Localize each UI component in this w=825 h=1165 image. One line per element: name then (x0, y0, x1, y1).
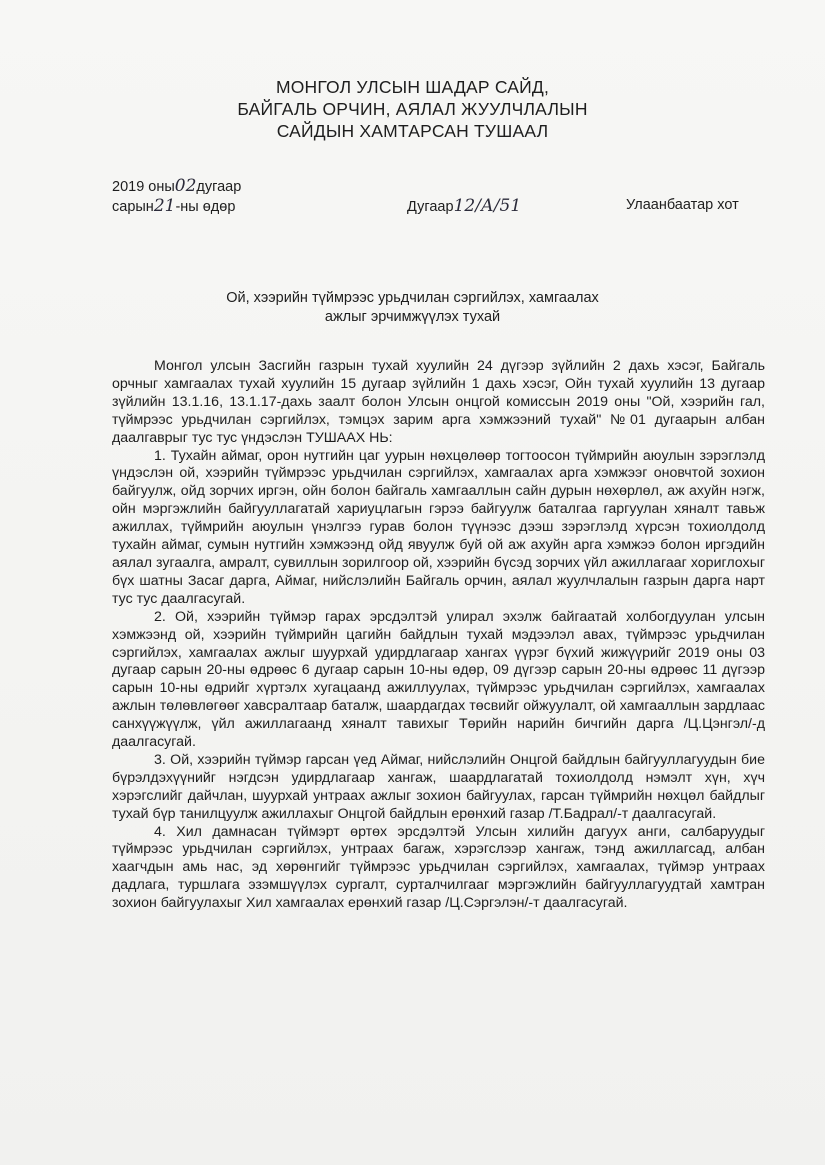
city: Улаанбаатар хот (626, 197, 739, 213)
number-label: Дугаар (407, 199, 454, 215)
date-line-1 (112, 176, 241, 196)
clause-1: 1. Тухайн аймаг, орон нутгийн цаг уурын нөхцөлөөр тогтоосон түймрийн аюулын зэрэглэлд үндэслэн ой, хээрийн түймрээс урьдчилан сэргийлэх, хамгаалах арга хэмжээг оновчтой зохион байгуулж, ойд зорчих иргэн, ойн болон байгаль хамгааллын сайн дурын нөхөрлөл, аж ахуйн нэгж, ойн мэргэжлийн байгууллагатай хариуцлагын гэрээ байгуулж баталгаа гаргуулан хяналт тавьж ажиллах, түймрийн аюулын үнэлгээ гурав болон түүнээс дээш зэрэглэлд хүрсэн тохиолдолд тухайн аймаг, сумын нутгийн хэмжээнд ойд явуулж буй ой аж ахуйн арга хэмжээ болон иргэдийн аялал зугаалга, амралт, сувиллын зорилгоор ой, хээрийн бүсэд зорчих үйл ажиллагааг хориглохыг бүх шатны Засаг дарга, Аймаг, нийслэлийн Байгаль орчин, аялал жуулчлалын газрын дарга нарт тус тус даалгасугай. (112, 447, 765, 607)
header-line-2: БАЙГАЛЬ ОРЧИН, АЯЛАЛ ЖУУЛЧЛАЛЫН (237, 99, 588, 119)
month-suffix: дугаар (196, 179, 242, 195)
day-prefix: сарын (112, 199, 154, 215)
date-line-2 (112, 196, 235, 216)
clause-4: 4. Хил дамнасан түймэрт өртөх эрсдэлтэй Улсын хилийн дагуух анги, салбаруудыг түймрээс урьдчилан сэргийлэх, унтраах багаж, хэрэгслээр хангаж, тэнд ажиллагсад, албан хаагчдын амь нас, эд хөрөнгийг түймрээс урьдчилан сэргийлэх, хамгаалах, түймэр унтраах дадлага, туршлага эзэмшүүлэх сургалт, сурталчилгааг мэргэжлийн байгууллагуудтай хамтран зохион байгуулахыг Хил хамгаалах ерөнхий газар /Ц.Сэргэлэн/-т даалгасугай. (112, 823, 765, 912)
document-title (0, 289, 825, 327)
header-line-3: САЙДЫН ХАМТАРСАН ТУШААЛ (276, 121, 549, 141)
document-body (112, 358, 765, 913)
preamble-paragraph: Монгол улсын Засгийн газрын тухай хуулийн 24 дүгээр зүйлийн 2 дахь хэсэг, Байгаль орчныг хамгаалах тухай хуулийн 15 дугаар зүйлийн 1 дахь хэсэг, Ойн тухай хуулийн 13 дугаар зүйлийн 13.1.16, 13.1.17-дахь заалт болон Улсын онцгой комиссын 2019 оны "Ой, хээрийн гал, түймрээс урьдчилан сэргийлэх, тэмцэх зарим арга хэмжээний тухай" №01 дугаарын албан даалгаврыг тус тус үндэслэн ТУШААХ НЬ: (112, 358, 765, 446)
document-header (0, 76, 825, 142)
day-handwritten: 21 (153, 196, 176, 216)
number-handwritten: 12/А/51 (453, 196, 522, 216)
year-prefix: 2019 оны (112, 179, 175, 195)
clause-3: 3. Ой, хээрийн түймэр гарсан үед Аймаг, нийслэлийн Онцгой байдлын байгууллагуудын бие бүрэлдэхүүнийг нэгдсэн удирдлагаар хангаж, шаардлагатай тохиолдолд нэмэлт хүн, хүч хэрэгслийг дайчлан, шуурхай унтраах ажлыг зохион байгуулах, гарсан түймрийн нөхцөл байдлыг тухай бүр танилцуулж ажиллахыг Онцгой байдлын ерөнхий газар /Т.Бадрал/-т даалгасугай. (112, 751, 765, 822)
day-suffix: -ны өдөр (175, 199, 236, 215)
title-line-2: ажлыг эрчимжүүлэх тухай (324, 309, 501, 325)
clause-2: 2. Ой, хээрийн түймэр гарах эрсдэлтэй улирал эхэлж байгаатай холбогдуулан улсын хэмжээнд ой, хээрийн түймрийн цагийн байдлын тухай мэдээлэл авах, түймрээс урьдчилан сэргийлэх, хамгаалах ажлыг шуурхай удирдлагаар хангах үүрэг бүхий жижүүрийг 2019 оны 03 дугаар сарын 20-ны өдрөөс 6 дугаар сарын 10-ны өдөр, 09 дүгээр сарын 20-ны өдрөөс 11 дүгээр сарын 10-ны өдрийг хүртэлх хугацаанд ажиллуулах, түймрээс урьдчилан сэргийлэх, хамгаалах ажлын төлөвлөгөөг хавсралтаар баталж, шаардагдах төсвийг ойжуулалт, ой хамгааллын зардлаас санхүүжүүлж, үйл ажиллагаанд хяналт тавихыг Төрийн нарийн бичгийн дарга /Ц.Цэнгэл/-д даалгасугай. (112, 608, 765, 751)
title-line-1: Ой, хээрийн түймрээс урьдчилан сэргийлэх, хамгаалах (226, 290, 599, 306)
month-handwritten: 02 (174, 176, 197, 196)
header-line-1: МОНГОЛ УЛСЫН ШАДАР САЙД, (275, 77, 550, 97)
order-number (407, 196, 521, 216)
